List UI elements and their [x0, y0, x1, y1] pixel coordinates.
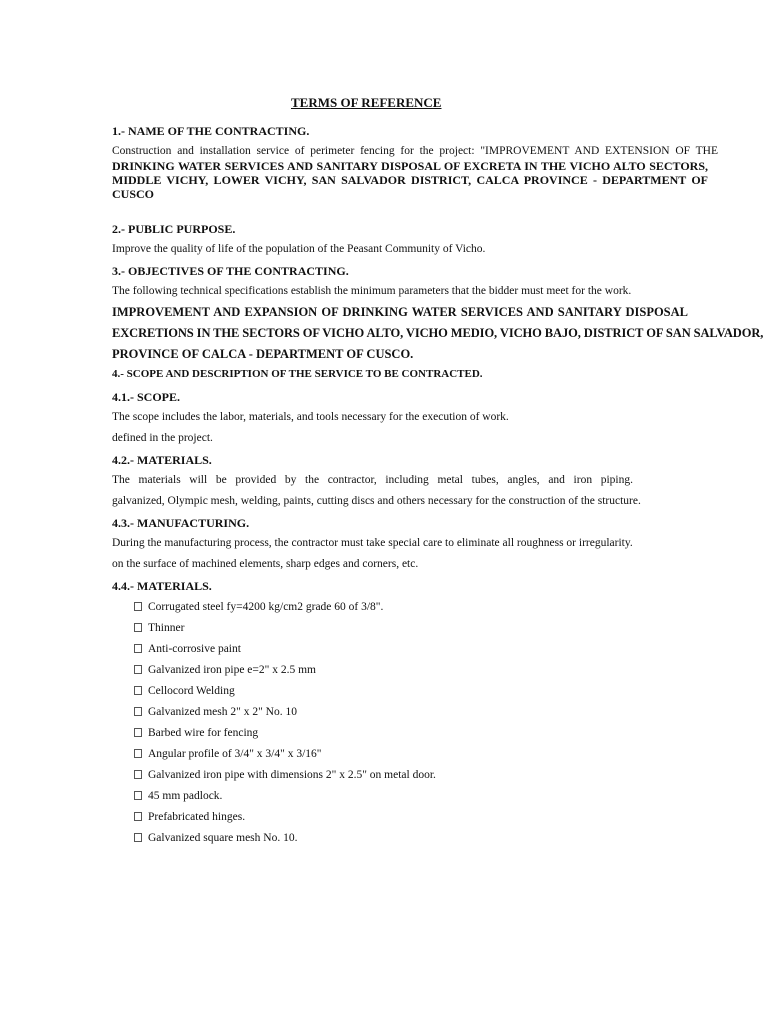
- section-2-heading: 2.- PUBLIC PURPOSE.: [112, 222, 236, 236]
- section-3-text: The following technical specifications establish the minimum parameters that the bidder must meet for the work.: [112, 285, 632, 297]
- checkbox-icon: [134, 686, 142, 695]
- list-item: [134, 790, 222, 802]
- section-4-1-heading: 4.1.- SCOPE.: [112, 390, 181, 404]
- section-1-bold-line: DRINKING WATER SERVICES AND SANITARY DISPOSAL OF EXCRETA IN THE VICHO ALTO SECTORS,: [112, 159, 708, 173]
- material-label: Barbed wire for fencing: [148, 727, 259, 739]
- section-4-4-heading: 4.4.- MATERIALS.: [112, 579, 212, 593]
- checkbox-icon: [134, 728, 142, 737]
- section-1-bold-line: MIDDLE VICHY, LOWER VICHY, SAN SALVADOR DISTRICT, CALCA PROVINCE - DEPARTMENT OF: [112, 173, 708, 187]
- section-4-heading: 4.- SCOPE AND DESCRIPTION OF THE SERVICE TO BE CONTRACTED.: [112, 368, 483, 380]
- checkbox-icon: [134, 707, 142, 716]
- list-item: [134, 811, 245, 823]
- list-item: [134, 769, 436, 781]
- material-label: Galvanized iron pipe e=2" x 2.5 mm: [148, 664, 316, 676]
- checkbox-icon: [134, 623, 142, 632]
- list-item: [134, 748, 321, 760]
- list-item: [134, 664, 316, 676]
- section-4-3-heading: 4.3.- MANUFACTURING.: [112, 516, 250, 530]
- checkbox-icon: [134, 602, 142, 611]
- checkbox-icon: [134, 749, 142, 758]
- material-label: Anti-corrosive paint: [148, 643, 241, 655]
- checkbox-icon: [134, 791, 142, 800]
- material-label: Corrugated steel fy=4200 kg/cm2 grade 60 of 3/8".: [148, 601, 384, 613]
- section-4-1-line: defined in the project.: [112, 432, 213, 444]
- material-label: Galvanized iron pipe with dimensions 2" x 2.5" on metal door.: [148, 769, 436, 781]
- checkbox-icon: [134, 833, 142, 842]
- material-label: Thinner: [148, 622, 185, 634]
- section-4-2-heading: 4.2.- MATERIALS.: [112, 453, 212, 467]
- section-2-text: Improve the quality of life of the population of the Peasant Community of Vicho.: [112, 243, 486, 255]
- checkbox-icon: [134, 644, 142, 653]
- section-4-1-line: The scope includes the labor, materials, and tools necessary for the execution of work.: [112, 411, 509, 423]
- list-item: [134, 706, 297, 718]
- section-1-intro: Construction and installation service of perimeter fencing for the project: "IMPROVEMENT AND EXTENSION OF THE: [112, 145, 718, 157]
- material-label: Galvanized mesh 2" x 2" No. 10: [148, 706, 297, 718]
- section-1-heading: 1.- NAME OF THE CONTRACTING.: [112, 124, 310, 138]
- list-item: [134, 832, 297, 844]
- section-3-bold-line: EXCRETIONS IN THE SECTORS OF VICHO ALTO, VICHO MEDIO, VICHO BAJO, DISTRICT OF SAN SALVADOR,: [112, 326, 764, 340]
- section-4-2-line: galvanized, Olympic mesh, welding, paints, cutting discs and others necessary for the construction of the structure.: [112, 495, 641, 507]
- list-item: [134, 685, 235, 697]
- checkbox-icon: [134, 812, 142, 821]
- section-4-3-line: on the surface of machined elements, sharp edges and corners, etc.: [112, 558, 419, 570]
- section-3-heading: 3.- OBJECTIVES OF THE CONTRACTING.: [112, 264, 349, 278]
- checkbox-icon: [134, 665, 142, 674]
- section-3-bold-line: IMPROVEMENT AND EXPANSION OF DRINKING WATER SERVICES AND SANITARY DISPOSAL: [112, 305, 688, 319]
- material-label: Prefabricated hinges.: [148, 811, 246, 823]
- section-4-3-line: During the manufacturing process, the contractor must take special care to eliminate all roughness or irregularity.: [112, 537, 633, 549]
- list-item: [134, 601, 383, 613]
- list-item: [134, 643, 241, 655]
- list-item: [134, 727, 258, 739]
- section-4-2-line: The materials will be provided by the contractor, including metal tubes, angles, and iron piping.: [112, 474, 633, 486]
- material-label: Galvanized square mesh No. 10.: [148, 832, 298, 844]
- material-label: 45 mm padlock.: [148, 790, 223, 802]
- material-label: Angular profile of 3/4" x 3/4" x 3/16": [148, 748, 322, 760]
- section-1-bold-line: CUSCO: [112, 187, 155, 201]
- material-label: Cellocord Welding: [148, 685, 235, 697]
- list-item: [134, 622, 184, 634]
- section-3-bold-line: PROVINCE OF CALCA - DEPARTMENT OF CUSCO.: [112, 347, 414, 361]
- checkbox-icon: [134, 770, 142, 779]
- page-title: TERMS OF REFERENCE: [291, 95, 442, 110]
